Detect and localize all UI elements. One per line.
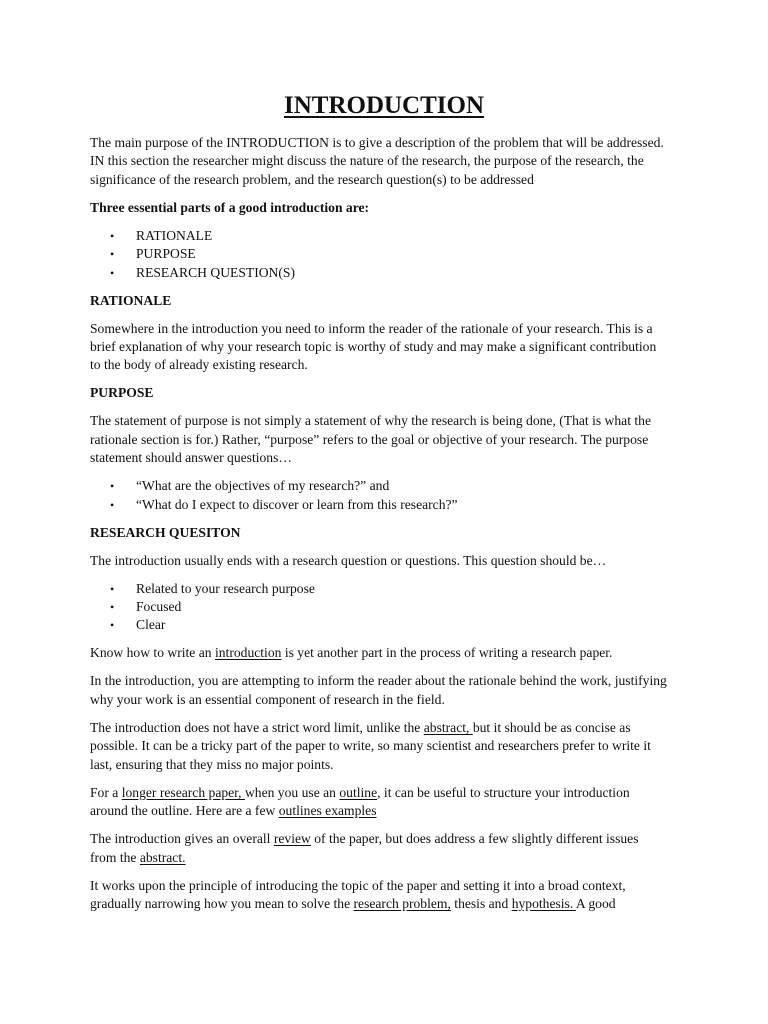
text-segment: from the (90, 849, 140, 865)
text-line: significance of the research problem, and the research question(s) to be addressed (90, 171, 534, 187)
text-line: possible. It can be a tricky part of the paper to write, so many scientist and researchers prefer to write it (90, 738, 651, 754)
text-segment: For a (90, 784, 122, 800)
text-line: brief explanation of why your research topic is worthy of study and may make a significant contribution (90, 339, 657, 355)
inform-paragraph (90, 672, 690, 709)
research-question-heading: RESEARCH QUESITON (90, 524, 241, 540)
document-body (90, 134, 690, 923)
text-segment: , it can be useful to structure your introduction (377, 784, 630, 800)
list-item (110, 616, 690, 634)
review-link[interactable]: review (273, 831, 311, 847)
list-item (110, 496, 690, 514)
purpose-heading: PURPOSE (90, 385, 154, 401)
text-line: statement should answer questions… (90, 450, 292, 466)
bullet-icon: • (110, 265, 115, 280)
list-item-text: “What are the objectives of my research?” and (136, 478, 390, 494)
text-line: last, ensuring that they miss no major points. (90, 756, 334, 772)
purpose-questions-list (90, 477, 690, 514)
word-limit-paragraph (90, 719, 690, 774)
works-paragraph (90, 877, 690, 914)
text-line: why your work is an essential component of research in the field. (90, 691, 445, 707)
text-segment: gradually narrowing how you mean to solve the (90, 895, 354, 911)
text-line: rationale section is for.) Rather, “purpose” refers to the goal or objective of your research. The purpose (90, 431, 649, 447)
introduction-link[interactable]: introduction (214, 645, 282, 661)
know-how-paragraph (90, 644, 690, 662)
list-item-text: “What do I expect to discover or learn from this research?” (136, 496, 458, 512)
list-item (110, 580, 690, 598)
text-segment: around the outline. Here are a few (90, 803, 279, 819)
text-line: The statement of purpose is not simply a statement of why the research is being done, (That is what the (90, 413, 651, 429)
research-problem-link[interactable]: research problem, (353, 895, 451, 911)
bullet-icon: • (110, 247, 115, 262)
list-item (110, 598, 690, 616)
text-line: In the introduction, you are attempting to inform the reader about the rationale behind the work, justifying (90, 673, 667, 689)
list-item-text: Related to your research purpose (136, 580, 315, 596)
review-paragraph (90, 830, 690, 867)
research-question-paragraph: The introduction usually ends with a research question or questions. This question should be… (90, 552, 607, 568)
text-line: The main purpose of the INTRODUCTION is to give a description of the problem that will be addressed. (90, 135, 664, 150)
essential-parts-heading: Three essential parts of a good introduction are: (90, 199, 370, 215)
purpose-paragraph (90, 412, 690, 467)
essential-parts-list (90, 227, 690, 282)
rationale-paragraph (90, 320, 690, 375)
text-segment: The introduction gives an overall (90, 831, 274, 847)
text-segment: of the paper, but does address a few slightly different issues (310, 831, 639, 847)
page-title: INTRODUCTION (283, 92, 485, 119)
bullet-icon: • (110, 497, 115, 512)
text-line: It works upon the principle of introducing the topic of the paper and setting it into a broad context, (90, 877, 626, 893)
abstract-link[interactable]: abstract, (423, 719, 473, 735)
bullet-icon: • (110, 618, 115, 633)
text-segment: The introduction does not have a strict word limit, unlike the (90, 719, 424, 735)
intro-paragraph (90, 134, 690, 189)
text-segment: but it should be as concise as (472, 719, 631, 735)
hypothesis-link[interactable]: hypothesis. (511, 895, 576, 911)
text-segment: A good (575, 895, 616, 911)
list-item-text: RESEARCH QUESTION(S) (136, 264, 295, 280)
text-segment: is yet another part in the process of writing a research paper. (281, 645, 613, 661)
bullet-icon: • (110, 581, 115, 596)
list-item (110, 477, 690, 495)
longer-research-paper-link[interactable]: longer research paper, (121, 784, 245, 800)
text-segment: Know how to write an (90, 645, 215, 661)
list-item-text: Clear (136, 617, 166, 633)
list-item-text: RATIONALE (136, 227, 213, 243)
bullet-icon: • (110, 479, 115, 494)
longer-paper-paragraph (90, 784, 690, 821)
text-line: Somewhere in the introduction you need to inform the reader of the rationale of your research. This is a (90, 320, 653, 336)
rationale-heading: RATIONALE (90, 292, 172, 308)
list-item-text: Focused (136, 599, 182, 615)
research-question-list (90, 580, 690, 635)
list-item (110, 264, 690, 282)
text-segment: when you use an (244, 784, 340, 800)
list-item (110, 227, 690, 245)
text-line: IN this section the researcher might discuss the nature of the research, the purpose of the research, the (90, 153, 644, 169)
list-item (110, 245, 690, 263)
abstract-link-2[interactable]: abstract. (139, 849, 186, 865)
outline-link[interactable]: outline (339, 784, 378, 800)
text-line: to the body of already existing research. (90, 357, 308, 373)
bullet-icon: • (110, 600, 115, 615)
outlines-examples-link[interactable]: outlines examples (278, 803, 377, 819)
list-item-text: PURPOSE (136, 246, 196, 262)
bullet-icon: • (110, 228, 115, 243)
text-segment: thesis and (450, 895, 512, 911)
